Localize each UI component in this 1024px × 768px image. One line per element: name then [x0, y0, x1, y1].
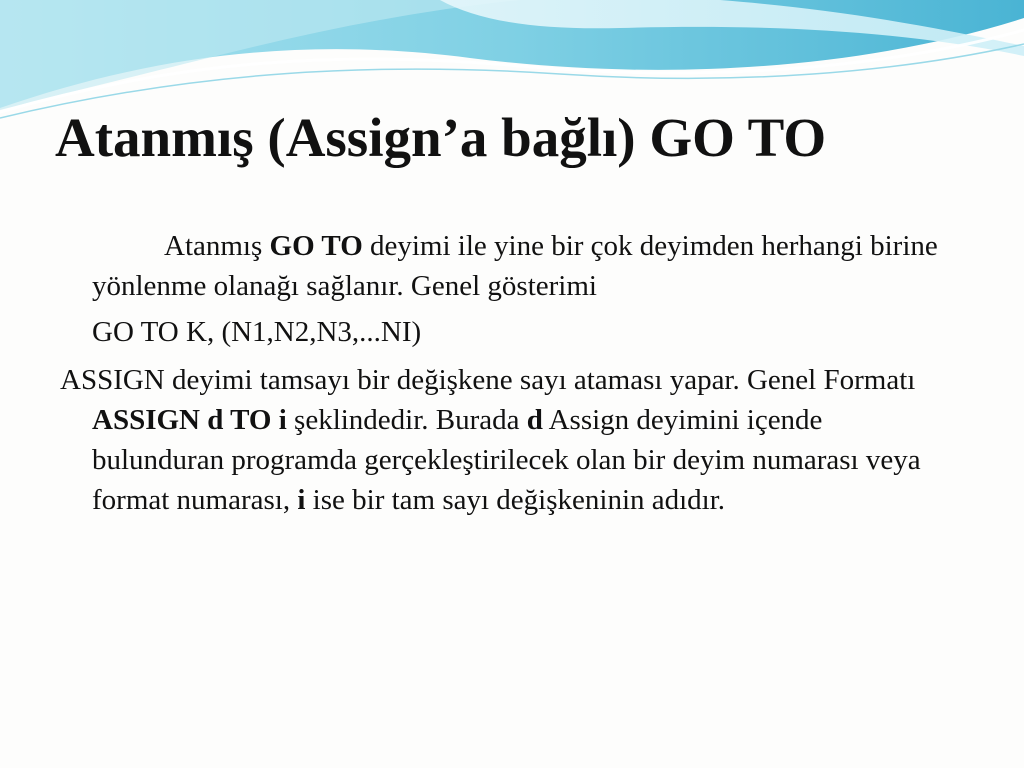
intro-text-1: Atanmış	[164, 230, 270, 262]
assign-text-3: Assign deyimini içende bulunduran programda gerçekleştirilecek olan bir deyim numarası veya format numarası,	[92, 404, 921, 516]
intro-text-2: deyimi ile yine bir çok deyimden herhangi birine yönlenme olanağı sağlanır. Genel gösterimi	[92, 230, 938, 302]
syntax-example: GO TO K, (N1,N2,N3,...NI)	[92, 316, 422, 348]
assign-bold-i: i	[297, 484, 306, 516]
assign-text-2: şeklindedir. Burada	[286, 404, 527, 436]
paragraph-intro	[60, 226, 960, 306]
assign-bold-format: ASSIGN d TO i	[92, 404, 287, 436]
intro-bold-goto: GO TO	[269, 230, 363, 262]
slide-title: Atanmış (Assign’a bağlı) GO TO	[55, 107, 827, 168]
assign-text-1: ASSIGN deyimi tamsayı bir değişkene sayı ataması yapar. Genel Formatı	[60, 364, 916, 396]
paragraph-assign	[60, 360, 960, 520]
assign-text-4: ise bir tam sayı değişkeninin adıdır.	[305, 484, 726, 516]
slide-body	[60, 226, 960, 520]
assign-bold-d: d	[526, 404, 543, 436]
